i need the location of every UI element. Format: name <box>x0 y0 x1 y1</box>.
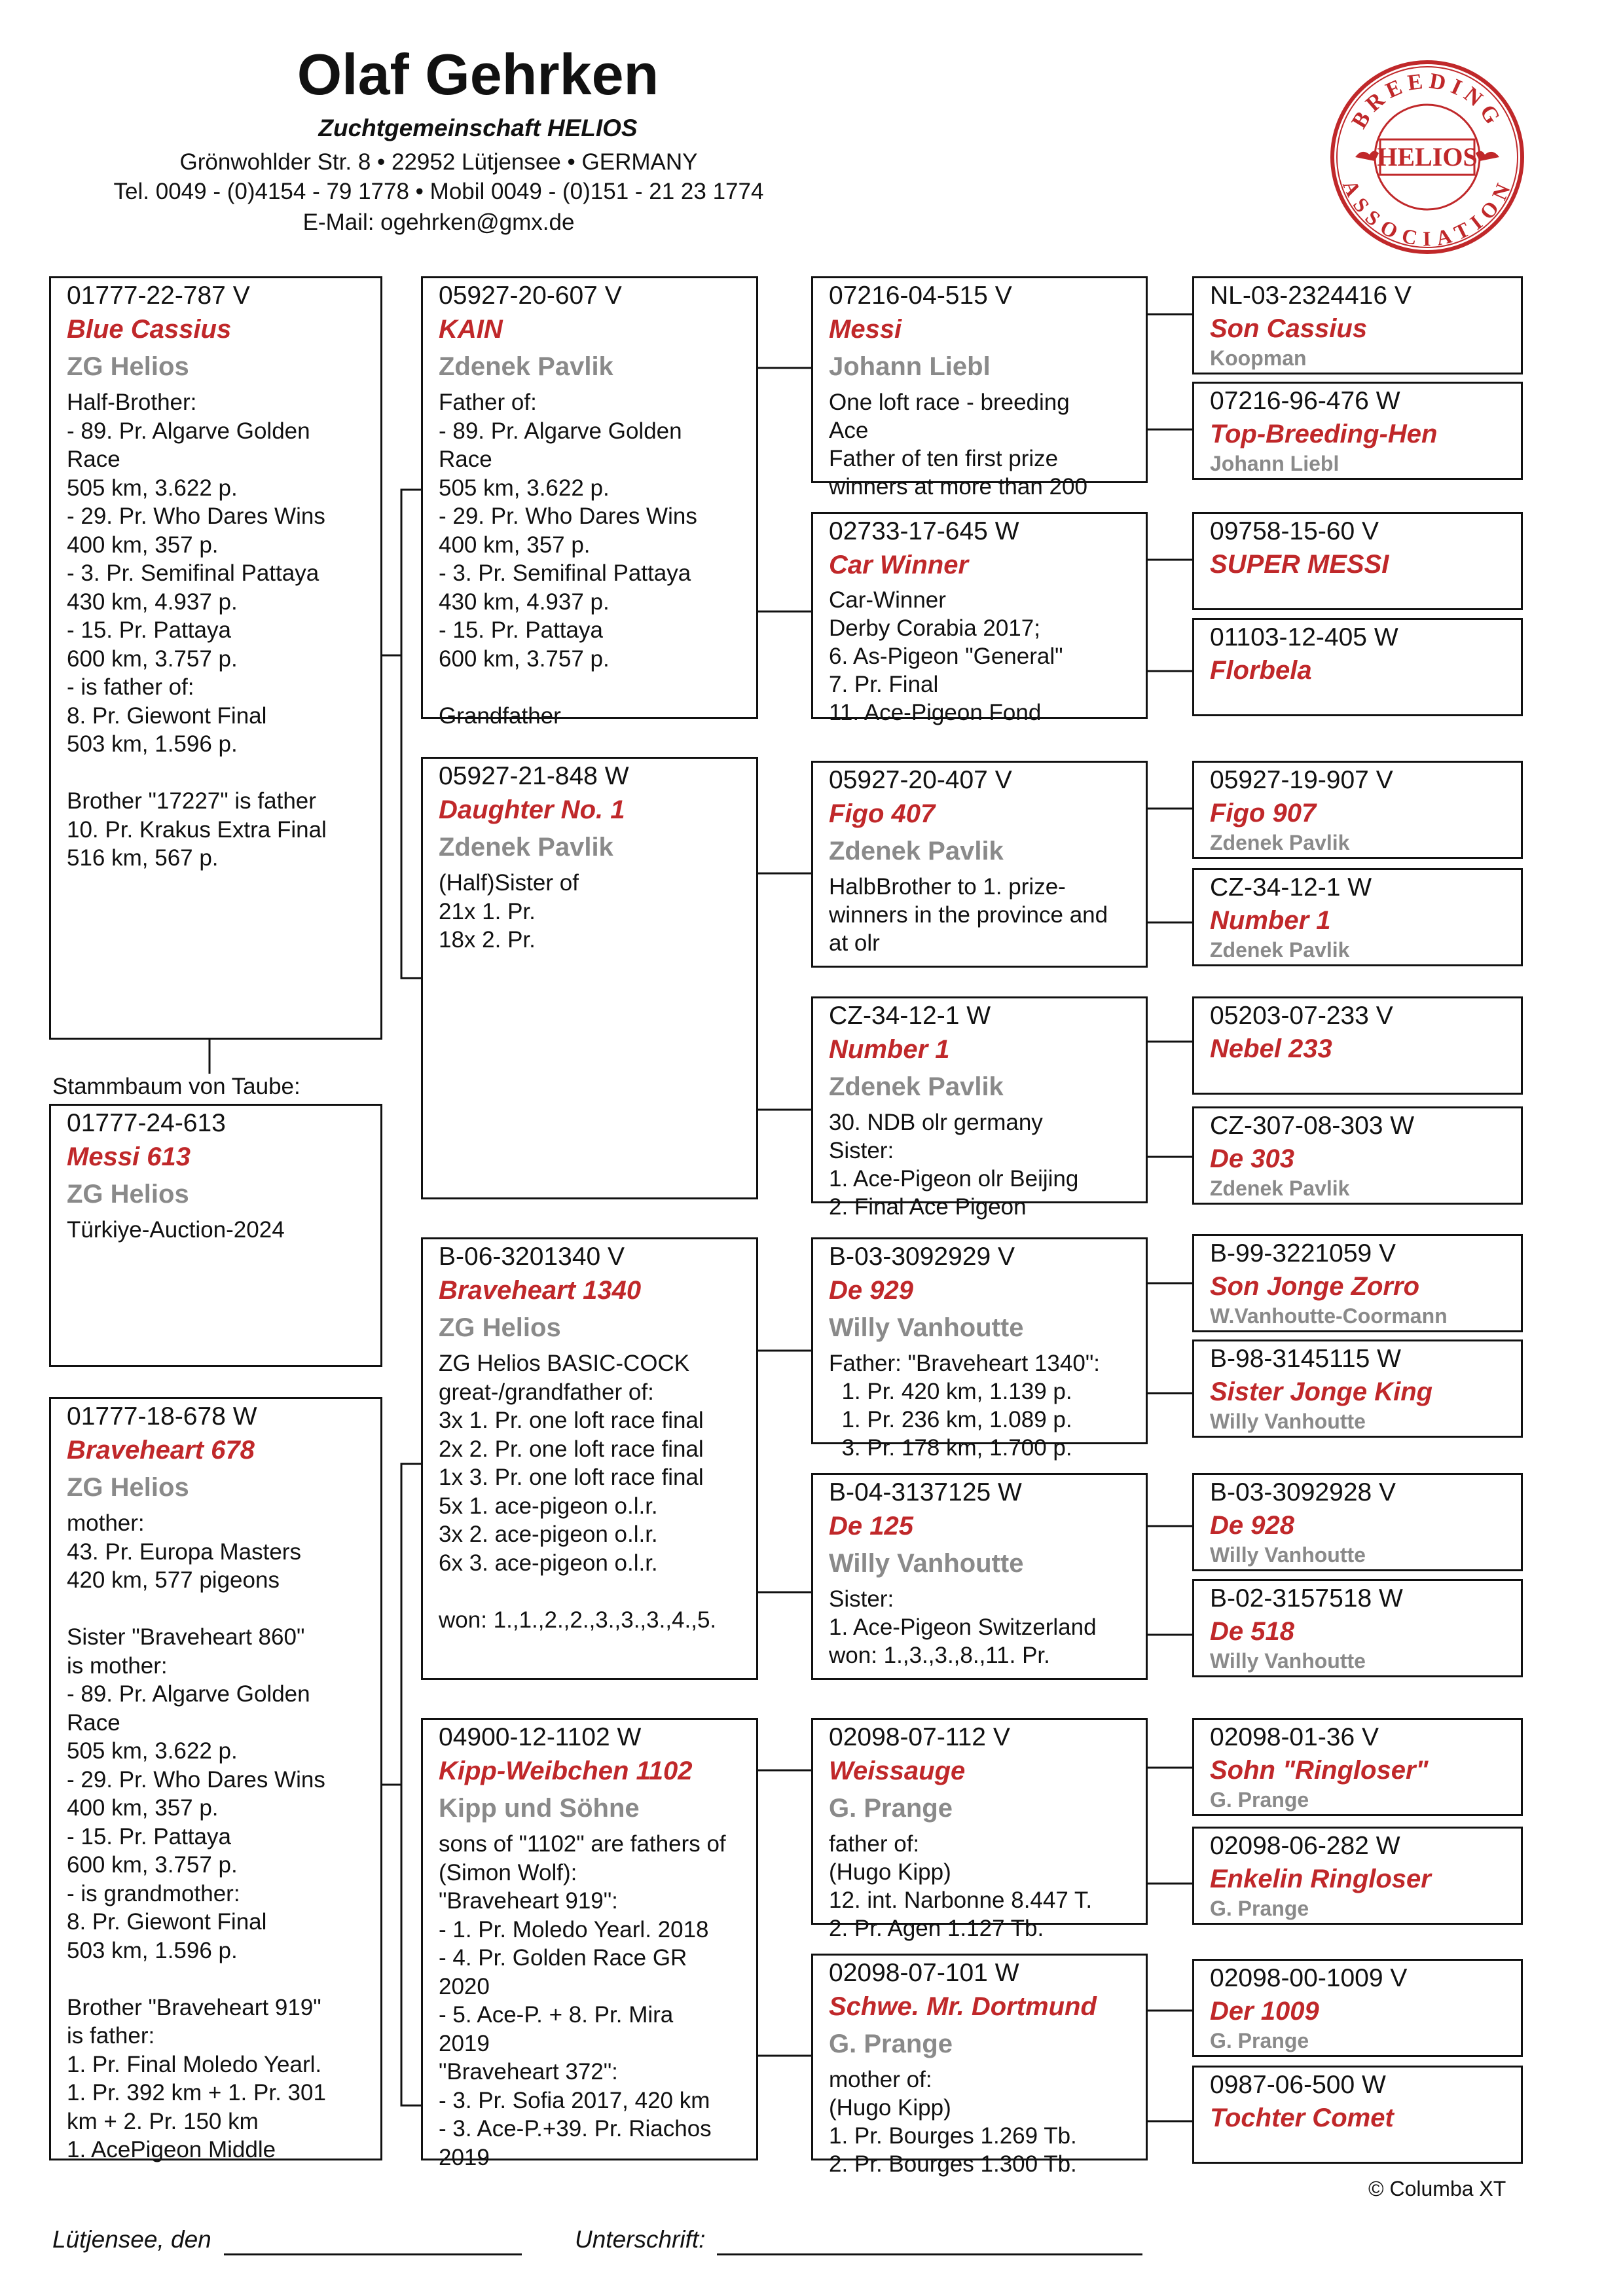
pedigree-info: mother: 43. Pr. Europa Masters 420 km, 577 pigeons Sister "Braveheart 860" is mother: - 89. Pr. Algarve Golden Race 505 km, 3.622 p. - 29. Pr. Who Dares Wins 400 km, 357 p. - 15. Pr. Pattaya 600 km, 3.757 p. - is grandmother: 8. Pr. Giewont Final 503 km, 1.596 p. Brother "Braveheart 919" is father: 1. Pr. Final Moledo Yearl. 1. Pr. 392 km + 1. Pr. 301 km + 2. Pr. 150 km 1. AcePigeon Middle <box>67 1510 326 2162</box>
pigeon-card-ggg9 <box>1192 1234 1523 1332</box>
pigeon-name: Blue Cassius <box>67 315 232 344</box>
pigeon-name: Messi 613 <box>67 1142 191 1171</box>
pigeon-card-ggg14 <box>1192 1827 1523 1925</box>
pigeon-card-ggg3 <box>1192 512 1523 610</box>
pigeon-name: De 929 <box>829 1276 913 1305</box>
ring-number: 02098-07-101 W <box>829 1959 1019 1987</box>
breeder-phone: Tel. 0049 - (0)4154 - 79 1778 • Mobil 0049 - (0)151 - 21 23 1774 <box>113 179 764 204</box>
ring-number: 02098-01-36 V <box>1210 1723 1379 1751</box>
ring-number: B-99-3221059 V <box>1210 1239 1396 1267</box>
breeder-email: E-Mail: ogehrken@gmx.de <box>302 210 575 235</box>
pigeon-card-ggg10 <box>1192 1339 1523 1438</box>
copyright-label: © Columba XT <box>1368 2177 1506 2200</box>
ring-number: B-06-3201340 V <box>439 1243 625 1271</box>
pigeon-card-gg4 <box>811 996 1148 1220</box>
breeder-label: G. Prange <box>829 2030 953 2058</box>
pigeon-card-subject <box>49 1104 382 1367</box>
pigeon-name: Car Winner <box>829 551 969 579</box>
ring-number: 04900-12-1102 W <box>439 1723 642 1751</box>
breeder-label: Zdenek Pavlik <box>439 833 613 862</box>
pigeon-card-ggg6 <box>1192 868 1523 966</box>
ring-number: 05927-20-407 V <box>829 766 1012 794</box>
breeder-label: Kipp und Söhne <box>439 1794 640 1823</box>
breeder-label: Willy Vanhoutte <box>829 1549 1024 1578</box>
pedigree-info: HalbBrother to 1. prize- winners in the province and at olr <box>829 874 1108 956</box>
breeder-label: W.Vanhoutte-Coormann <box>1210 1304 1448 1328</box>
pedigree-info: Sister: 1. Ace-Pigeon Switzerland won: 1.,3.,3.,8.,11. Pr. <box>829 1586 1097 1668</box>
breeder-label: ZG Helios <box>439 1313 561 1342</box>
stamp-center-text: HELIOS <box>1377 142 1478 172</box>
pigeon-card-dam <box>49 1397 382 2160</box>
pigeon-name: De 928 <box>1210 1511 1294 1540</box>
stammbaum-label: Stammbaum von Taube: <box>52 1074 301 1099</box>
ring-number: 05927-19-907 V <box>1210 766 1393 794</box>
breeder-label: Willy Vanhoutte <box>1210 1543 1366 1567</box>
breeder-label: G. Prange <box>829 1794 953 1823</box>
pigeon-card-ggg15 <box>1192 1959 1523 2057</box>
breeder-label: Zdenek Pavlik <box>439 352 613 381</box>
pigeon-name: Sohn "Ringloser" <box>1210 1756 1429 1785</box>
pigeon-card-gg7 <box>811 1718 1148 1941</box>
pigeon-card-ggg4 <box>1192 618 1523 716</box>
pedigree-info: mother of: (Hugo Kipp) 1. Pr. Bourges 1.269 Tb. 2. Pr. Bourges 1.300 Tb. <box>829 2067 1077 2177</box>
pedigree-info: ZG Helios BASIC-COCK great-/grandfather of: 3x 1. Pr. one loft race final 2x 2. Pr. one loft race final 1x 3. Pr. one loft race final 5x 1. ace-pigeon o.l.r. 3x 2. ace-pigeon o.l.r. 6x 3. ace-pigeon o.l.r. won: 1.,1.,2.,2.,3.,3.,3.,4.,5. <box>439 1351 717 1633</box>
breeder-label: Zdenek Pavlik <box>829 1072 1004 1101</box>
pigeon-card-ggg1 <box>1192 276 1523 374</box>
breeder-label: G. Prange <box>1210 1897 1309 1920</box>
breeder-label: Willy Vanhoutte <box>1210 1649 1366 1673</box>
pigeon-name: De 125 <box>829 1512 913 1540</box>
pigeon-name: Figo 907 <box>1210 799 1317 828</box>
breeder-label: Johann Liebl <box>829 352 991 381</box>
pedigree-info: (Half)Sister of 21x 1. Pr. 18x 2. Pr. <box>439 870 579 953</box>
pigeon-card-gg2 <box>811 512 1148 725</box>
ring-number: 07216-96-476 W <box>1210 387 1400 415</box>
signature-line[interactable] <box>717 2253 1142 2255</box>
pigeon-card-ggg11 <box>1192 1473 1523 1571</box>
pigeon-card-g4 <box>421 1718 758 2170</box>
place-date-label: Lütjensee, den <box>52 2226 211 2253</box>
breeder-label: Zdenek Pavlik <box>1210 831 1350 854</box>
pigeon-card-ggg8 <box>1192 1106 1523 1205</box>
ring-number: CZ-34-12-1 W <box>829 1002 991 1030</box>
ring-number: 01777-18-678 W <box>67 1402 257 1430</box>
ring-number: 02733-17-645 W <box>829 517 1019 545</box>
signature-label: Unterschrift: <box>575 2226 706 2253</box>
ring-number: B-04-3137125 W <box>829 1478 1022 1506</box>
ring-number: 02098-07-112 V <box>829 1723 1010 1751</box>
pigeon-card-ggg13 <box>1192 1718 1523 1816</box>
pigeon-card-ggg2 <box>1192 382 1523 480</box>
pigeon-card-gg3 <box>811 761 1148 968</box>
ring-number: 01103-12-405 W <box>1210 623 1398 651</box>
breeder-label: Willy Vanhoutte <box>1210 1410 1366 1433</box>
pigeon-name: Der 1009 <box>1210 1997 1319 2026</box>
breeder-name: Olaf Gehrken <box>297 42 659 107</box>
pedigree-info: Car-Winner Derby Corabia 2017; 6. As-Pigeon "General" 7. Pr. Final 11. Ace-Pigeon Fond <box>829 587 1063 725</box>
breeder-label: Zdenek Pavlik <box>1210 1176 1350 1200</box>
pigeon-name: De 518 <box>1210 1617 1294 1646</box>
ring-number: 0987-06-500 W <box>1210 2071 1386 2099</box>
pigeon-name: Schwe. Mr. Dortmund <box>829 1992 1097 2021</box>
pigeon-name: KAIN <box>439 315 503 344</box>
ring-number: NL-03-2324416 V <box>1210 282 1412 310</box>
ring-number: B-02-3157518 W <box>1210 1584 1403 1613</box>
pigeon-name: SUPER MESSI <box>1210 550 1389 579</box>
breeder-label: ZG Helios <box>67 1473 189 1502</box>
pigeon-name: Tochter Comet <box>1210 2104 1394 2132</box>
breeder-label: ZG Helios <box>67 352 189 381</box>
breeder-label: Zdenek Pavlik <box>1210 938 1350 962</box>
pigeon-name: Number 1 <box>1210 906 1331 935</box>
breeder-label: Koopman <box>1210 346 1307 370</box>
breeder-label: G. Prange <box>1210 2029 1309 2052</box>
pigeon-name: Sister Jonge King <box>1210 1377 1433 1406</box>
pigeon-card-ggg5 <box>1192 761 1523 859</box>
ring-number: 02098-00-1009 V <box>1210 1964 1408 1992</box>
breeder-label: G. Prange <box>1210 1788 1309 1812</box>
breeder-label: Johann Liebl <box>1210 452 1340 475</box>
breeder-label: Willy Vanhoutte <box>829 1313 1024 1342</box>
pigeon-card-ggg12 <box>1192 1579 1523 1677</box>
ring-number: B-98-3145115 W <box>1210 1345 1401 1373</box>
date-line[interactable] <box>224 2253 522 2255</box>
pigeon-card-gg6 <box>811 1473 1148 1680</box>
pigeon-name: De 303 <box>1210 1144 1294 1173</box>
pedigree-info: Father of: - 89. Pr. Algarve Golden Race 505 km, 3.622 p. - 29. Pr. Who Dares Wins 400 km, 357 p. - 3. Pr. Semifinal Pattaya 430 km, 4.937 p. - 15. Pr. Pattaya 600 km, 3.757 p. Grandfather <box>439 390 697 729</box>
pigeon-name: Son Jonge Zorro <box>1210 1272 1419 1301</box>
ring-number: B-03-3092928 V <box>1210 1478 1396 1506</box>
breeder-label: Zdenek Pavlik <box>829 837 1004 866</box>
pigeon-name: Kipp-Weibchen 1102 <box>439 1757 693 1785</box>
stamp-bottom-text: ASSOCIATION <box>1338 176 1517 251</box>
breeder-label: ZG Helios <box>67 1180 189 1209</box>
breeder-address: Grönwohlder Str. 8 • 22952 Lütjensee • GERMANY <box>179 149 698 175</box>
pigeon-name: Figo 407 <box>829 799 936 828</box>
pigeon-card-g1 <box>421 276 758 729</box>
pigeon-card-gg8 <box>811 1954 1148 2177</box>
ring-number: B-03-3092929 V <box>829 1243 1015 1271</box>
ring-number: CZ-34-12-1 W <box>1210 873 1372 902</box>
pigeon-card-ggg16 <box>1192 2066 1523 2164</box>
pigeon-name: Florbela <box>1210 656 1312 685</box>
pigeon-name: Daughter No. 1 <box>439 795 625 824</box>
pigeon-name: Enkelin Ringloser <box>1210 1865 1431 1893</box>
pigeon-name: Top-Breeding-Hen <box>1210 420 1438 448</box>
pedigree-info: father of: (Hugo Kipp) 12. int. Narbonne 8.447 T. 2. Pr. Agen 1.127 Tb. <box>829 1831 1093 1941</box>
pigeon-card-gg1 <box>811 276 1148 500</box>
ring-number: CZ-307-08-303 W <box>1210 1112 1415 1140</box>
pigeon-name: Braveheart 1340 <box>439 1276 642 1305</box>
ring-number: 05927-21-848 W <box>439 762 629 790</box>
pigeon-card-sire <box>49 276 382 1040</box>
ring-number: 05203-07-233 V <box>1210 1002 1393 1030</box>
pedigree-info: sons of "1102" are fathers of (Simon Wolf): "Braveheart 919": - 1. Pr. Moledo Yearl. 2018 - 4. Pr. Golden Race GR 2020 - 5. Ace-P. + 8. Pr. Mira 2019 "Braveheart 372": - 3. Pr. Sofia 2017, 420 km - 3. Ace-P.+39. Pr. Riachos 2019 <box>439 1831 726 2170</box>
ring-number: 01777-24-613 <box>67 1109 226 1137</box>
ring-number: 05927-20-607 V <box>439 282 622 310</box>
pedigree-info: One loft race - breeding Ace Father of ten first prize winners at more than 200 <box>829 390 1087 500</box>
pedigree-info: Türkiye-Auction-2024 <box>67 1217 285 1243</box>
pigeon-card-ggg7 <box>1192 996 1523 1095</box>
breeder-club: Zuchtgemeinschaft HELIOS <box>318 115 638 141</box>
pigeon-card-gg5 <box>811 1237 1148 1461</box>
pigeon-name: Number 1 <box>829 1035 950 1064</box>
ring-number: 09758-15-60 V <box>1210 517 1379 545</box>
pedigree-info: 30. NDB olr germany Sister: 1. Ace-Pigeon olr Beijing 2. Final Ace Pigeon <box>829 1110 1079 1220</box>
pedigree-info: Half-Brother: - 89. Pr. Algarve Golden Race 505 km, 3.622 p. - 29. Pr. Who Dares Wins 400 km, 357 p. - 3. Pr. Semifinal Pattaya 430 km, 4.937 p. - 15. Pr. Pattaya 600 km, 3.757 p. - is father of: 8. Pr. Giewont Final 503 km, 1.596 p. Brother "17227" is father 10. Pr. Krakus Extra Final 516 km, 567 p. <box>67 390 327 871</box>
pigeon-name: Weissauge <box>829 1757 966 1785</box>
pigeon-card-g2 <box>421 757 758 1199</box>
pedigree-info: Father: "Braveheart 1340": 1. Pr. 420 km, 1.139 p. 1. Pr. 236 km, 1.089 p. 3. Pr. 178 km, 1.700 p. <box>829 1351 1100 1461</box>
pigeon-card-g3 <box>421 1237 758 1680</box>
pigeon-name: Son Cassius <box>1210 314 1368 343</box>
stamp-top-text: BREEDING <box>1347 69 1508 133</box>
ring-number: 07216-04-515 V <box>829 282 1012 310</box>
pigeon-name: Braveheart 678 <box>67 1436 255 1465</box>
pigeon-name: Messi <box>829 315 902 344</box>
pigeon-name: Nebel 233 <box>1210 1034 1332 1063</box>
ring-number: 02098-06-282 W <box>1210 1832 1400 1860</box>
ring-number: 01777-22-787 V <box>67 282 250 310</box>
